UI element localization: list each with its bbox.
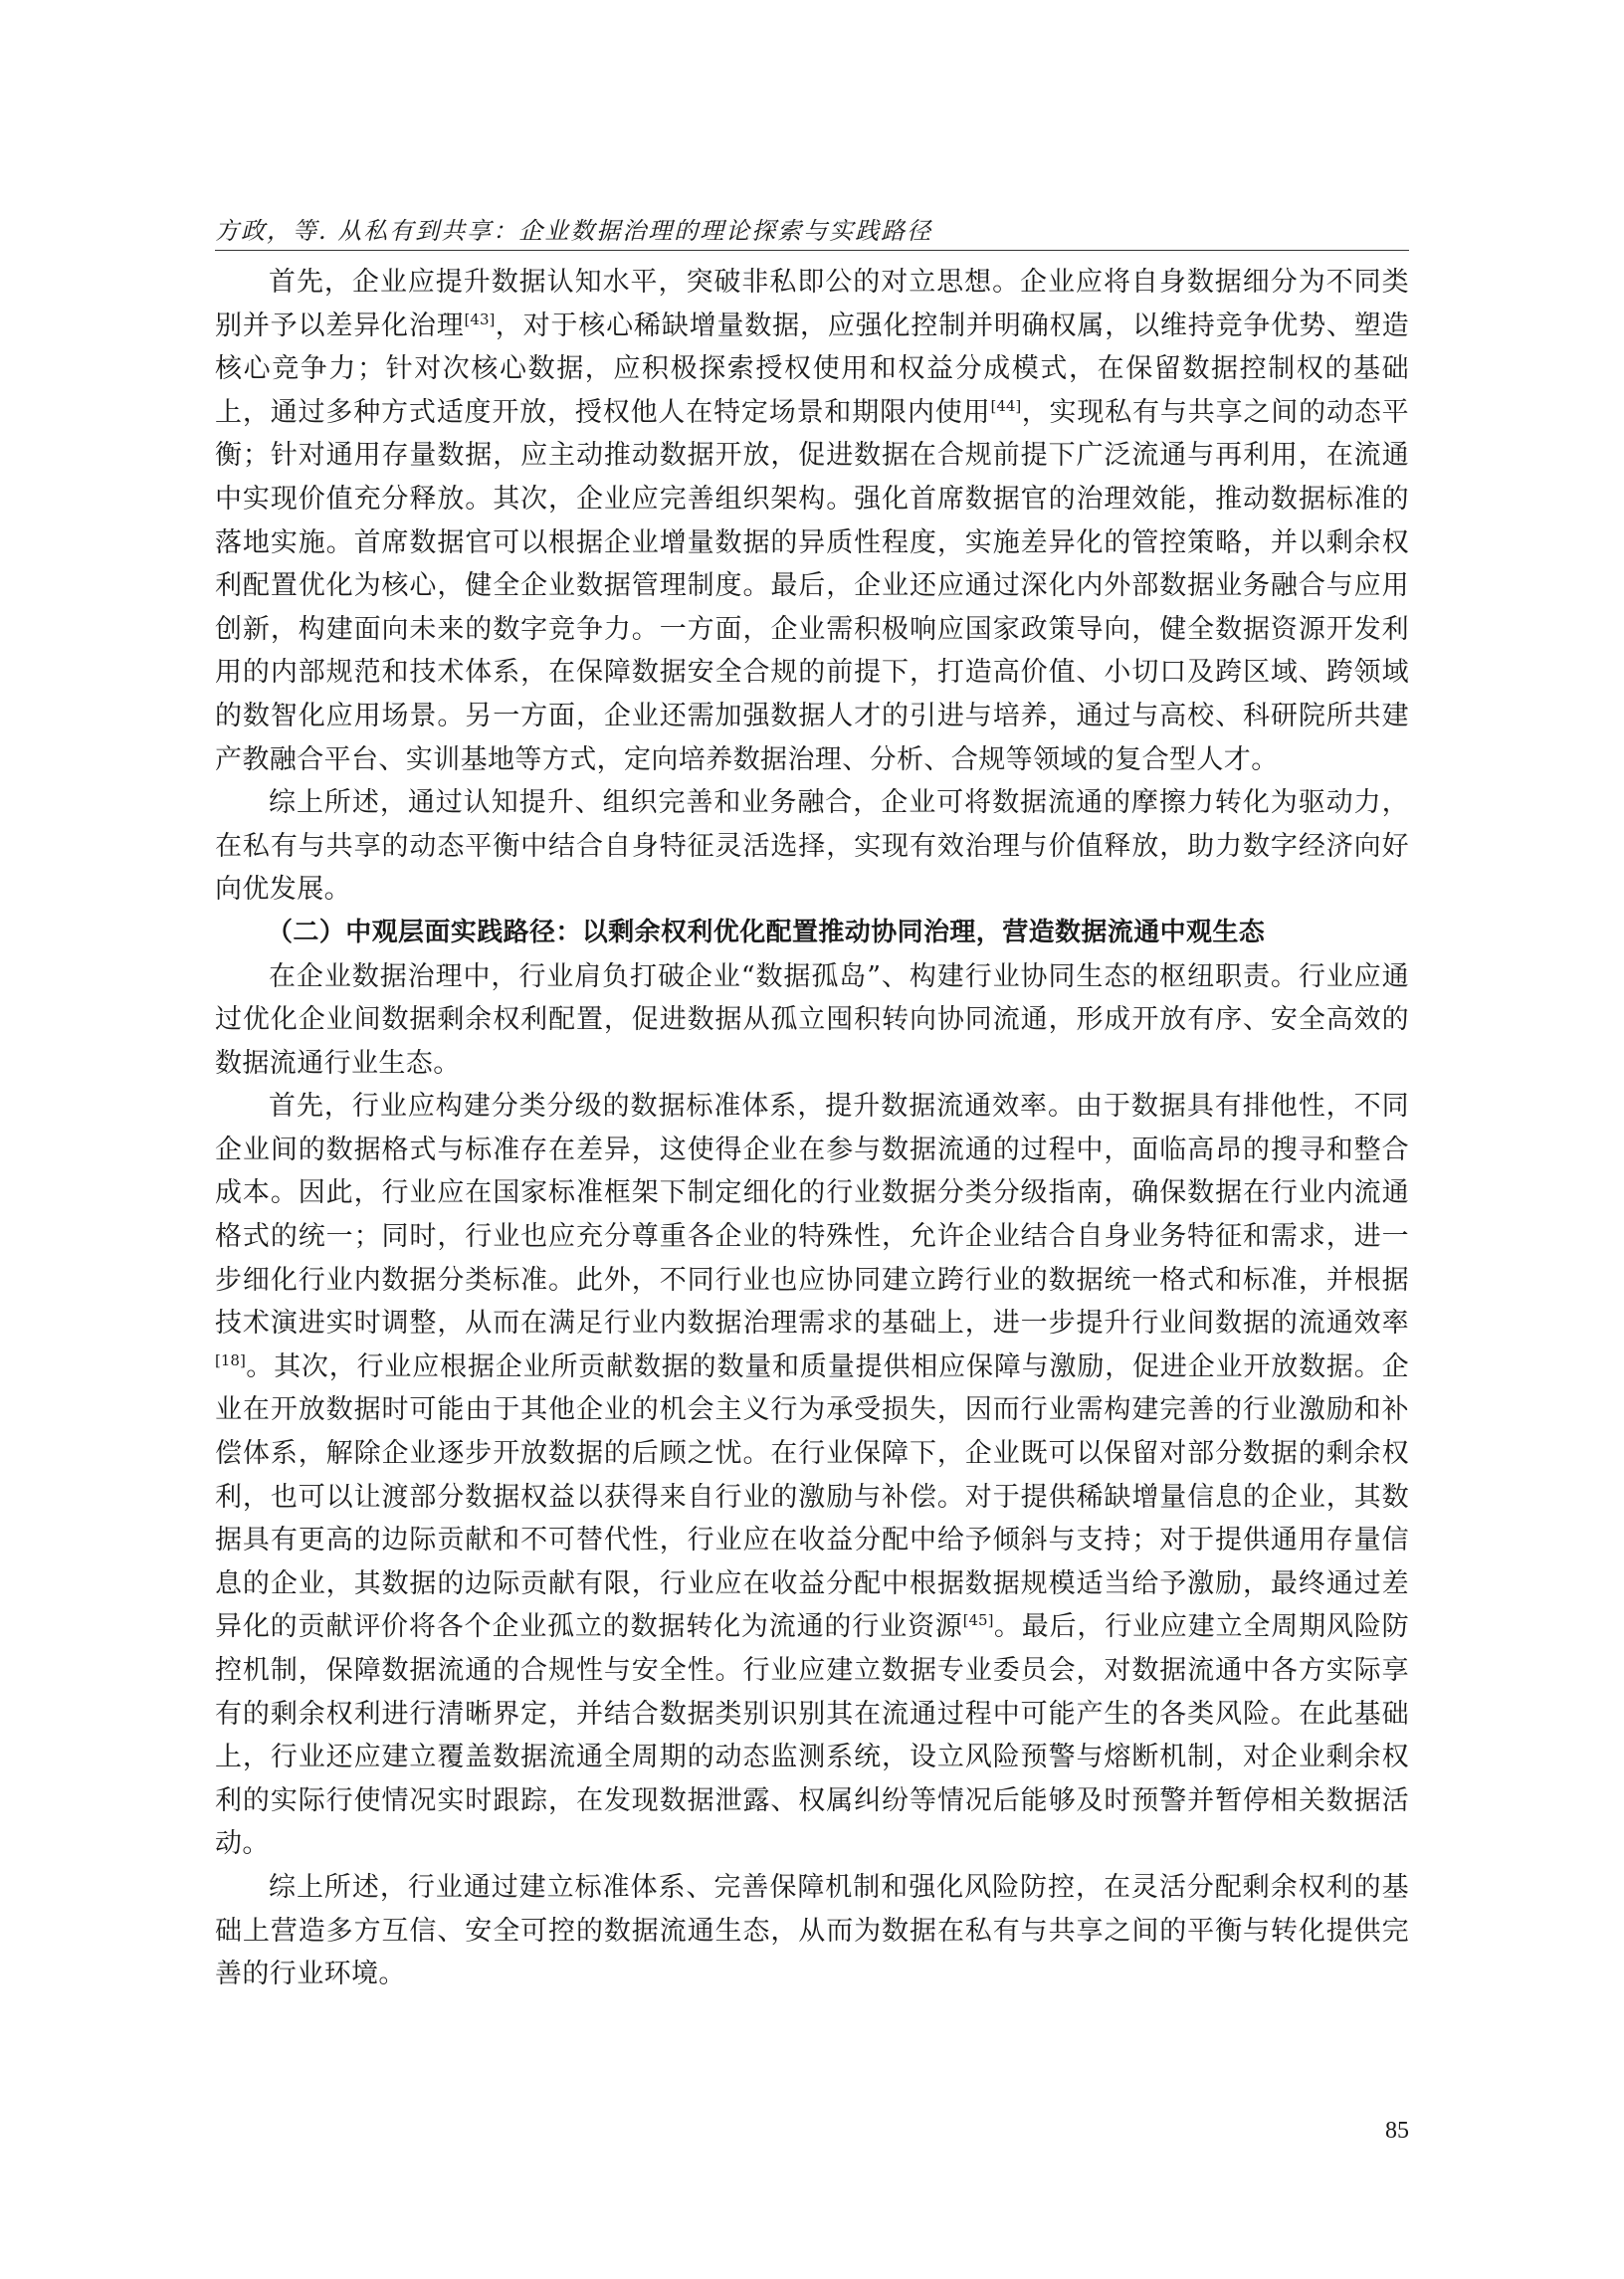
article-body — [215, 261, 1409, 1996]
paragraph-industry-path — [215, 1085, 1409, 1866]
citation-45: [45] — [962, 1611, 994, 1630]
paragraph-industry-intro: 在企业数据治理中，行业肩负打破企业“数据孤岛”、构建行业协同生态的枢纽职责。行业应通过优化企业间数据剩余权利配置，促进数据从孤立囤积转向协同流通，形成开放有序、安全高效的数据流通行业生态。 — [215, 960, 1409, 1079]
paragraph-enterprise-path — [215, 261, 1409, 781]
paragraph-enterprise-summary: 综上所述，通过认知提升、组织完善和业务融合，企业可将数据流通的摩擦力转化为驱动力，在私有与共享的动态平衡中结合自身特征灵活选择，实现有效治理与价值释放，助力数字经济向好向优发展。 — [215, 787, 1409, 906]
paragraph-industry-summary: 综上所述，行业通过建立标准体系、完善保障机制和强化风险防控，在灵活分配剩余权利的基础上营造多方互信、安全可控的数据流通生态，从而为数据在私有与共享之间的平衡与转化提供完善的行业环境。 — [215, 1871, 1409, 1990]
page-number: 85 — [1385, 2118, 1409, 2144]
paragraph-text: 首先，行业应构建分类分级的数据标准体系，提升数据流通效率。由于数据具有排他性，不同企业间的数据格式与标准存在差异，这使得企业在参与数据流通的过程中，面临高昂的搜寻和整合成本。因此，行业应在国家标准框架下制定细化的行业数据分类分级指南，确保数据在行业内流通格式的统一；同时，行业也应充分尊重各企业的特殊性，允许企业结合自身业务特征和需求，进一步细化行业内数据分类标准。此外，不同行业也应协同建立跨行业的数据统一格式和标准，并根据技术演进实时调整，从而在满足行业内数据治理需求的基础上，进一步提升行业间数据的流通效率 — [215, 1091, 1409, 1340]
citation-44: [44] — [990, 396, 1022, 415]
paragraph-text: 。其次，行业应根据企业所贡献数据的数量和质量提供相应保障与激励，促进企业开放数据。企业在开放数据时可能由于其他企业的机会主义行为承受损失，因而行业需构建完善的行业激励和补偿体系，解除企业逐步开放数据的后顾之忧。在行业保障下，企业既可以保留对部分数据的剩余权利，也可以让渡部分数据权益以获得来自行业的激励与补偿。对于提供稀缺增量信息的企业，其数据具有更高的边际贡献和不可替代性，行业应在收益分配中给予倾斜与支持；对于提供通用存量信息的企业，其数据的边际贡献有限，行业应在收益分配中根据数据规模适当给予激励，最终通过差异化的贡献评价将各个企业孤立的数据转化为流通的行业资源 — [215, 1350, 1409, 1643]
citation-18: [18] — [215, 1350, 246, 1369]
header-rule — [215, 250, 1409, 251]
section-heading-meso-path: （二）中观层面实践路径：以剩余权利优化配置推动协同治理，营造数据流通中观生态 — [267, 917, 1266, 947]
paragraph-text: 首先，企业应提升数据认知水平，突破非私即公的对立思想。企业应将自身数据细分为不同类别并予以差异化治理 — [215, 267, 1409, 341]
citation-43: [43] — [464, 310, 496, 328]
paragraph-text: ，实现私有与共享之间的动态平衡；针对通用存量数据，应主动推动数据开放，促进数据在合规前提下广泛流通与再利用，在流通中实现价值充分释放。其次，企业应完善组织架构。强化首席数据官的治理效能，推动数据标准的落地实施。首席数据官可以根据企业增量数据的异质性程度，实施差异化的管控策略，并以剩余权利配置优化为核心，健全企业数据管理制度。最后，企业还应通过深化内外部数据业务融合与应用创新，构建面向未来的数字竞争力。一方面，企业需积极响应国家政策导向，健全数据资源开发利用的内部规范和技术体系，在保障数据安全合规的前提下，打造高价值、小切口及跨区域、跨领域的数智化应用场景。另一方面，企业还需加强数据人才的引进与培养，通过与高校、科研院所共建产教融合平台、实训基地等方式，定向培养数据治理、分析、合规等领域的复合型人才。 — [215, 396, 1409, 775]
paragraph-text: 。最后，行业应建立全周期风险防控机制，保障数据流通的合规性与安全性。行业应建立数据专业委员会，对数据流通中各方实际享有的剩余权利进行清晰界定，并结合数据类别识别其在流通过程中可能产生的各类风险。在此基础上，行业还应建立覆盖数据流通全周期的动态监测系统，设立风险预警与熔断机制，对企业剩余权利的实际行使情况实时跟踪，在发现数据泄露、权属纠纷等情况后能够及时预警并暂停相关数据活动。 — [215, 1611, 1409, 1860]
running-head: 方政，等. 从私有到共享：企业数据治理的理论探索与实践路径 — [215, 217, 933, 245]
paragraph-text: ，对于核心稀缺增量数据，应强化控制并明确权属，以维持竞争优势、塑造核心竞争力；针对次核心数据，应积极探索授权使用和权益分成模式，在保留数据控制权的基础上，通过多种方式适度开放，授权他人在特定场景和期限内使用 — [215, 310, 1409, 428]
